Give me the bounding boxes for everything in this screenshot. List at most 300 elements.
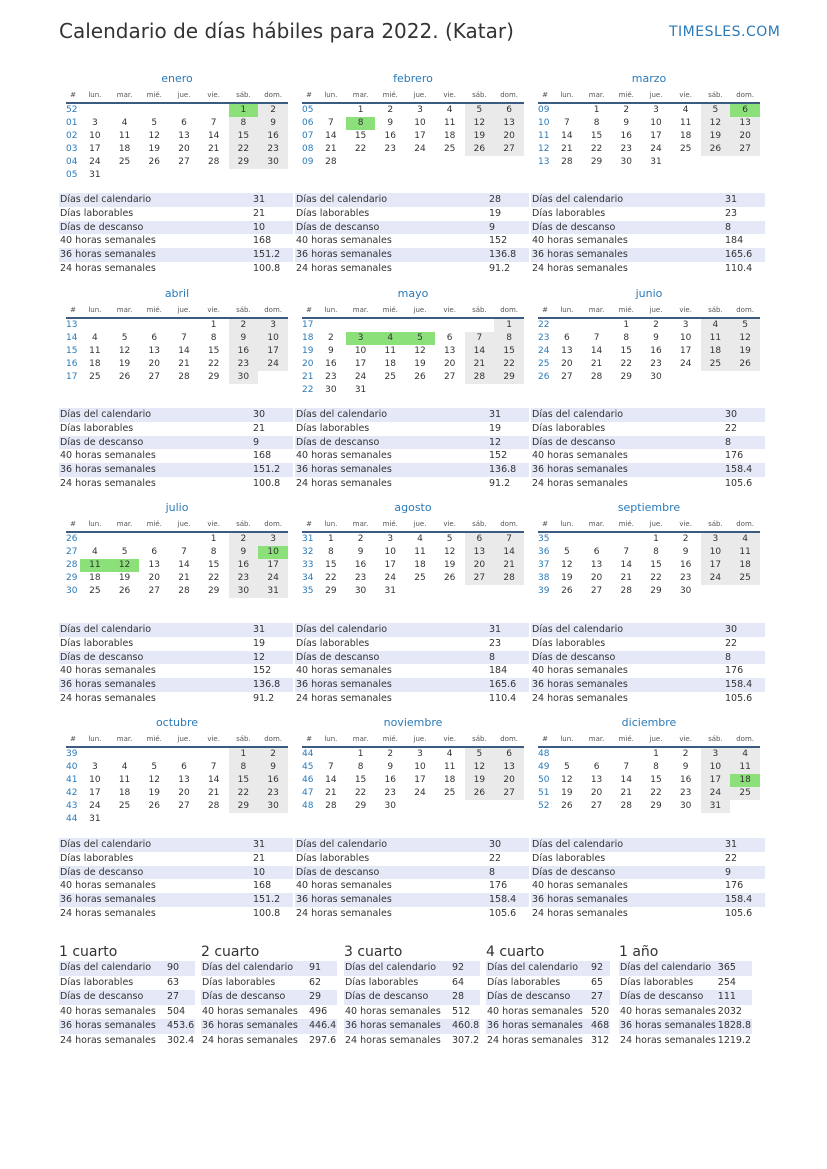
day-cell: 13 bbox=[561, 346, 573, 356]
stat-row bbox=[295, 879, 529, 893]
stat-label: Días del calendario bbox=[531, 623, 724, 637]
day-cell: 20 bbox=[494, 774, 524, 787]
holiday-day-cell: 4 bbox=[375, 332, 405, 345]
stat-row bbox=[619, 1005, 752, 1020]
stat-row bbox=[295, 678, 529, 692]
week-row bbox=[302, 103, 524, 117]
day-cell: 1 bbox=[623, 320, 630, 330]
day-cell: 8 bbox=[357, 762, 364, 772]
day-cell: 30 bbox=[354, 586, 367, 596]
month-name: noviembre bbox=[383, 716, 443, 729]
day-cell: 29 bbox=[620, 372, 632, 382]
week-number: 43 bbox=[66, 801, 78, 811]
empty-day-cell bbox=[552, 318, 582, 332]
empty-day-cell bbox=[552, 747, 582, 761]
day-cell: 7 bbox=[593, 333, 600, 343]
month-calendar bbox=[66, 517, 288, 598]
week-row bbox=[66, 800, 288, 813]
week-number: 29 bbox=[66, 573, 78, 583]
stat-value: 165.6 bbox=[724, 248, 765, 262]
empty-day-cell bbox=[346, 156, 376, 169]
weekday-header: jue. bbox=[641, 303, 671, 318]
day-cell: 26 bbox=[148, 157, 160, 167]
empty-day-cell bbox=[110, 103, 140, 117]
empty-day-cell bbox=[316, 747, 346, 761]
day-cell: 18 bbox=[414, 560, 426, 570]
day-cell: 19 bbox=[443, 560, 456, 570]
stat-label: 40 horas semanales bbox=[296, 235, 392, 247]
day-cell: 5 bbox=[730, 318, 760, 332]
day-cell: 27 bbox=[730, 143, 760, 156]
day-cell: 2 bbox=[229, 318, 259, 332]
stat-value: 1219.2 bbox=[717, 1034, 752, 1046]
stat-row bbox=[531, 477, 765, 491]
day-cell: 18 bbox=[118, 144, 131, 154]
day-cell: 19 bbox=[414, 359, 426, 369]
empty-day-cell bbox=[405, 318, 435, 332]
month-mayo bbox=[302, 287, 524, 397]
stat-label: 40 horas semanales bbox=[532, 665, 628, 677]
page-title: Calendario de días hábiles para 2022. (Katar) bbox=[59, 19, 514, 43]
weekday-header: mar. bbox=[110, 517, 140, 532]
weekday-header: mar. bbox=[110, 732, 140, 747]
day-cell: 4 bbox=[701, 318, 731, 332]
month-junio bbox=[538, 287, 760, 384]
day-cell: 4 bbox=[417, 534, 423, 544]
stat-row bbox=[201, 1034, 337, 1049]
day-cell: 25 bbox=[89, 586, 101, 596]
week-number-header: # bbox=[302, 88, 316, 103]
stat-value: 92 bbox=[451, 961, 480, 976]
stat-value: 8 bbox=[488, 866, 529, 880]
month-calendar bbox=[302, 517, 524, 598]
week-row bbox=[538, 546, 760, 559]
day-cell: 10 bbox=[701, 546, 731, 559]
day-cell: 20 bbox=[590, 573, 603, 583]
stat-row bbox=[59, 1019, 195, 1034]
stat-label: 40 horas semanales bbox=[202, 1005, 298, 1017]
weekday-header: mié. bbox=[375, 303, 405, 318]
stat-row bbox=[486, 1005, 610, 1020]
day-cell: 20 bbox=[465, 559, 495, 572]
stat-label: Días del calendario bbox=[344, 961, 451, 976]
day-cell: 1 bbox=[357, 105, 364, 115]
weekday-header: jue. bbox=[169, 732, 199, 747]
empty-day-cell bbox=[199, 169, 229, 182]
day-cell: 6 bbox=[563, 333, 570, 343]
month-stats bbox=[59, 623, 293, 706]
week-number: 51 bbox=[538, 788, 550, 798]
day-cell: 23 bbox=[354, 573, 367, 583]
weekday-header: lun. bbox=[80, 88, 110, 103]
day-cell: 23 bbox=[679, 788, 692, 798]
stat-value: 30 bbox=[724, 408, 765, 422]
week-number: 42 bbox=[66, 788, 78, 798]
month-calendar bbox=[538, 517, 760, 598]
stat-value: 100.8 bbox=[253, 907, 281, 919]
stat-value: 22 bbox=[489, 852, 502, 864]
empty-day-cell bbox=[199, 813, 229, 826]
day-cell: 4 bbox=[91, 547, 98, 557]
day-cell: 27 bbox=[494, 787, 524, 800]
day-cell: 15 bbox=[354, 775, 367, 785]
day-cell: 12 bbox=[414, 346, 426, 356]
stat-label: 24 horas semanales bbox=[60, 907, 156, 919]
stat-value: 365 bbox=[717, 961, 752, 976]
stat-label: Días de descanso bbox=[59, 436, 252, 450]
day-cell: 30 bbox=[679, 801, 692, 811]
stat-label: Días del calendario bbox=[295, 193, 488, 207]
week-row bbox=[302, 345, 524, 358]
stat-value: 136.8 bbox=[488, 248, 529, 262]
stat-label: 40 horas semanales bbox=[296, 665, 392, 677]
day-cell: 23 bbox=[384, 788, 396, 798]
stat-row bbox=[59, 207, 293, 221]
day-cell: 24 bbox=[414, 144, 426, 154]
week-number: 06 bbox=[302, 118, 314, 128]
day-cell: 11 bbox=[701, 332, 731, 345]
stat-label: Días del calendario bbox=[619, 961, 717, 976]
stat-value: 110.4 bbox=[489, 692, 517, 704]
day-cell: 9 bbox=[327, 346, 334, 356]
weekday-header: dom. bbox=[494, 88, 524, 103]
empty-day-cell bbox=[435, 800, 465, 813]
day-cell: 18 bbox=[89, 359, 101, 369]
weekday-header: mié. bbox=[375, 732, 405, 747]
month-stats bbox=[295, 193, 529, 276]
stat-label: 36 horas semanales bbox=[344, 1019, 451, 1034]
day-cell: 2 bbox=[357, 534, 364, 544]
weekday-header: mar. bbox=[346, 303, 376, 318]
quarter-title: 3 cuarto bbox=[344, 944, 403, 960]
empty-day-cell bbox=[701, 585, 731, 598]
stat-label: Días del calendario bbox=[59, 193, 252, 207]
day-cell: 15 bbox=[650, 775, 662, 785]
stat-row bbox=[344, 1019, 480, 1034]
week-row bbox=[66, 761, 288, 774]
day-cell: 24 bbox=[89, 801, 101, 811]
week-number: 09 bbox=[302, 157, 314, 167]
day-cell: 31 bbox=[89, 814, 101, 824]
stat-value: 90 bbox=[166, 961, 195, 976]
day-cell: 19 bbox=[561, 573, 573, 583]
empty-day-cell bbox=[405, 585, 435, 598]
stat-value: 23 bbox=[489, 637, 502, 649]
stat-value: 28 bbox=[451, 990, 480, 1005]
stat-label: 36 horas semanales bbox=[59, 678, 252, 692]
day-cell: 18 bbox=[118, 788, 131, 798]
weekday-header: lun. bbox=[80, 303, 110, 318]
day-cell: 24 bbox=[679, 359, 692, 369]
stat-value: 31 bbox=[252, 193, 293, 207]
stat-value: 168 bbox=[253, 450, 272, 462]
empty-day-cell bbox=[139, 532, 169, 546]
stat-row bbox=[531, 651, 765, 665]
weekday-header: vie. bbox=[435, 517, 465, 532]
day-cell: 19 bbox=[148, 144, 160, 154]
stat-value: 91 bbox=[308, 961, 337, 976]
day-cell: 2 bbox=[623, 105, 630, 115]
month-calendar bbox=[538, 732, 760, 813]
empty-day-cell bbox=[552, 532, 582, 546]
stat-row bbox=[344, 990, 480, 1005]
stat-value: 312 bbox=[591, 1034, 610, 1046]
stat-label: Días laborables bbox=[296, 852, 370, 864]
stat-value: 158.4 bbox=[724, 678, 765, 692]
stat-label: Días del calendario bbox=[531, 193, 724, 207]
stat-label: 40 horas semanales bbox=[60, 665, 156, 677]
week-number: 26 bbox=[66, 534, 78, 544]
day-cell: 23 bbox=[229, 358, 259, 371]
weekday-header: lun. bbox=[552, 732, 582, 747]
day-cell: 14 bbox=[590, 346, 603, 356]
stat-label: 40 horas semanales bbox=[60, 880, 156, 892]
day-cell: 1 bbox=[327, 534, 334, 544]
stat-row bbox=[59, 422, 293, 436]
weekday-header: mar. bbox=[582, 732, 612, 747]
weekday-header: dom. bbox=[730, 732, 760, 747]
quarter-block bbox=[344, 944, 480, 1049]
day-cell: 6 bbox=[181, 118, 187, 128]
day-cell: 21 bbox=[494, 559, 524, 572]
day-cell: 20 bbox=[178, 144, 190, 154]
stat-row bbox=[295, 692, 529, 706]
week-row bbox=[302, 332, 524, 345]
stat-label: Días de descanso bbox=[201, 990, 308, 1005]
stat-value: 28 bbox=[488, 193, 529, 207]
empty-day-cell bbox=[465, 156, 495, 169]
day-cell: 25 bbox=[701, 358, 731, 371]
stat-label: Días del calendario bbox=[486, 961, 590, 976]
day-cell: 28 bbox=[178, 372, 190, 382]
empty-day-cell bbox=[169, 318, 199, 332]
stat-label: 24 horas semanales bbox=[296, 692, 392, 704]
day-cell: 22 bbox=[650, 788, 662, 798]
day-cell: 7 bbox=[623, 547, 630, 557]
day-cell: 6 bbox=[593, 547, 600, 557]
stat-value: 151.2 bbox=[252, 893, 293, 907]
week-row bbox=[66, 169, 288, 182]
day-cell: 11 bbox=[443, 118, 456, 128]
day-cell: 30 bbox=[384, 801, 396, 811]
stat-label: Días de descanso bbox=[59, 866, 252, 880]
day-cell: 14 bbox=[178, 560, 190, 570]
stat-value: 9 bbox=[724, 866, 765, 880]
stat-value: 520 bbox=[591, 1005, 610, 1017]
day-cell: 24 bbox=[258, 572, 288, 585]
month-noviembre bbox=[302, 716, 524, 813]
stat-row bbox=[619, 961, 752, 976]
day-cell: 11 bbox=[730, 546, 760, 559]
month-calendar bbox=[538, 303, 760, 384]
empty-day-cell bbox=[671, 156, 701, 169]
stat-value: 446.4 bbox=[308, 1019, 337, 1034]
day-cell: 25 bbox=[118, 157, 131, 167]
empty-day-cell bbox=[316, 318, 346, 332]
empty-day-cell bbox=[80, 532, 110, 546]
day-cell: 13 bbox=[730, 117, 760, 130]
day-cell: 18 bbox=[384, 359, 396, 369]
week-number: 07 bbox=[302, 131, 314, 141]
day-cell: 7 bbox=[181, 333, 187, 343]
month-agosto bbox=[302, 501, 524, 598]
stat-value: 8 bbox=[724, 651, 765, 665]
day-cell: 9 bbox=[387, 118, 394, 128]
weekday-header: lun. bbox=[316, 732, 346, 747]
day-cell: 30 bbox=[229, 585, 259, 598]
weekday-header: vie. bbox=[435, 88, 465, 103]
week-number: 39 bbox=[66, 749, 78, 759]
stat-value: 31 bbox=[488, 623, 529, 637]
stat-value: 10 bbox=[252, 866, 293, 880]
stat-row bbox=[59, 408, 293, 422]
stat-label: 36 horas semanales bbox=[295, 678, 488, 692]
week-number: 13 bbox=[66, 320, 78, 330]
day-cell: 15 bbox=[229, 130, 259, 143]
stat-label: 40 horas semanales bbox=[620, 1005, 716, 1017]
month-marzo bbox=[538, 72, 760, 169]
week-row bbox=[66, 345, 288, 358]
stat-label: 24 horas semanales bbox=[296, 477, 392, 489]
month-calendar bbox=[302, 732, 524, 813]
stat-row bbox=[531, 221, 765, 235]
stat-row bbox=[59, 623, 293, 637]
empty-day-cell bbox=[139, 747, 169, 761]
month-name: marzo bbox=[631, 72, 667, 85]
stat-row bbox=[295, 866, 529, 880]
stat-label: Días laborables bbox=[60, 852, 134, 864]
empty-day-cell bbox=[405, 800, 435, 813]
stat-value: 468 bbox=[590, 1019, 610, 1034]
weekday-header: sáb. bbox=[229, 732, 259, 747]
weekday-header: vie. bbox=[199, 732, 229, 747]
stat-label: 36 horas semanales bbox=[295, 248, 488, 262]
stat-label: 36 horas semanales bbox=[59, 463, 252, 477]
day-cell: 3 bbox=[258, 318, 288, 332]
empty-day-cell bbox=[730, 800, 760, 813]
stat-row bbox=[59, 852, 293, 866]
stat-label: Días laborables bbox=[345, 976, 419, 988]
day-cell: 29 bbox=[325, 586, 337, 596]
weekday-header: vie. bbox=[435, 732, 465, 747]
day-cell: 18 bbox=[89, 573, 101, 583]
day-cell: 27 bbox=[178, 157, 190, 167]
empty-day-cell bbox=[465, 318, 495, 332]
day-cell: 5 bbox=[465, 103, 495, 117]
day-cell: 21 bbox=[465, 358, 495, 371]
day-cell: 8 bbox=[593, 118, 600, 128]
month-calendar bbox=[302, 88, 524, 169]
day-cell: 27 bbox=[590, 586, 603, 596]
empty-day-cell bbox=[494, 800, 524, 813]
day-cell: 22 bbox=[620, 359, 632, 369]
weekday-header: dom. bbox=[258, 732, 288, 747]
holiday-day-cell: 8 bbox=[346, 117, 376, 130]
day-cell: 29 bbox=[650, 586, 662, 596]
day-cell: 1 bbox=[210, 534, 217, 544]
stat-label: Días del calendario bbox=[531, 408, 724, 422]
stat-row bbox=[295, 408, 529, 422]
day-cell: 25 bbox=[730, 787, 760, 800]
stat-row bbox=[59, 907, 293, 921]
weekday-header: sáb. bbox=[701, 303, 731, 318]
stat-label: 36 horas semanales bbox=[531, 463, 724, 477]
empty-day-cell bbox=[582, 747, 612, 761]
day-cell: 13 bbox=[443, 346, 456, 356]
stat-row bbox=[295, 193, 529, 207]
week-row bbox=[538, 332, 760, 345]
week-row bbox=[302, 787, 524, 800]
empty-day-cell bbox=[435, 384, 465, 397]
stat-row bbox=[59, 692, 293, 706]
empty-day-cell bbox=[435, 585, 465, 598]
day-cell: 9 bbox=[258, 117, 288, 130]
weekday-header: dom. bbox=[730, 88, 760, 103]
stat-value: 496 bbox=[309, 1005, 328, 1017]
empty-day-cell bbox=[375, 318, 405, 332]
quarter-title: 1 cuarto bbox=[59, 944, 118, 960]
stat-label: 36 horas semanales bbox=[59, 248, 252, 262]
month-name: enero bbox=[161, 72, 193, 85]
stat-row bbox=[619, 1019, 752, 1034]
stat-label: Días laborables bbox=[60, 422, 134, 434]
week-row bbox=[302, 546, 524, 559]
stat-label: Días del calendario bbox=[59, 961, 166, 976]
stat-row bbox=[295, 852, 529, 866]
day-cell: 30 bbox=[325, 385, 337, 395]
day-cell: 9 bbox=[623, 118, 630, 128]
weekday-header: vie. bbox=[671, 517, 701, 532]
stat-value: 63 bbox=[167, 976, 180, 988]
weekday-header: mar. bbox=[346, 732, 376, 747]
month-name: julio bbox=[165, 501, 189, 514]
day-cell: 1 bbox=[653, 749, 659, 759]
stat-row bbox=[201, 976, 337, 991]
weekday-header: lun. bbox=[316, 517, 346, 532]
week-number: 04 bbox=[66, 157, 78, 167]
stat-row bbox=[531, 449, 765, 463]
empty-day-cell bbox=[435, 156, 465, 169]
week-row bbox=[538, 358, 760, 371]
week-row bbox=[66, 747, 288, 761]
weekday-header: dom. bbox=[494, 303, 524, 318]
week-row bbox=[302, 318, 524, 332]
stat-label: 36 horas semanales bbox=[619, 1019, 717, 1034]
weekday-header: mié. bbox=[139, 732, 169, 747]
day-cell: 26 bbox=[561, 801, 573, 811]
day-cell: 6 bbox=[593, 762, 600, 772]
day-cell: 21 bbox=[620, 788, 632, 798]
stat-value: 8 bbox=[488, 651, 529, 665]
week-row bbox=[66, 787, 288, 800]
day-cell: 22 bbox=[494, 358, 524, 371]
week-number: 46 bbox=[302, 775, 314, 785]
stat-label: 24 horas semanales bbox=[202, 1034, 298, 1046]
day-cell: 28 bbox=[620, 586, 632, 596]
day-cell: 22 bbox=[207, 573, 220, 583]
day-cell: 22 bbox=[325, 573, 337, 583]
stat-row bbox=[59, 637, 293, 651]
day-cell: 9 bbox=[229, 332, 259, 345]
empty-day-cell bbox=[465, 800, 495, 813]
day-cell: 7 bbox=[563, 118, 570, 128]
day-cell: 16 bbox=[384, 775, 396, 785]
day-cell: 2 bbox=[327, 333, 334, 343]
brand-link[interactable]: TIMESLES.COM bbox=[669, 24, 781, 40]
week-number: 05 bbox=[302, 105, 314, 115]
day-cell: 28 bbox=[561, 157, 573, 167]
day-cell: 30 bbox=[620, 157, 632, 167]
